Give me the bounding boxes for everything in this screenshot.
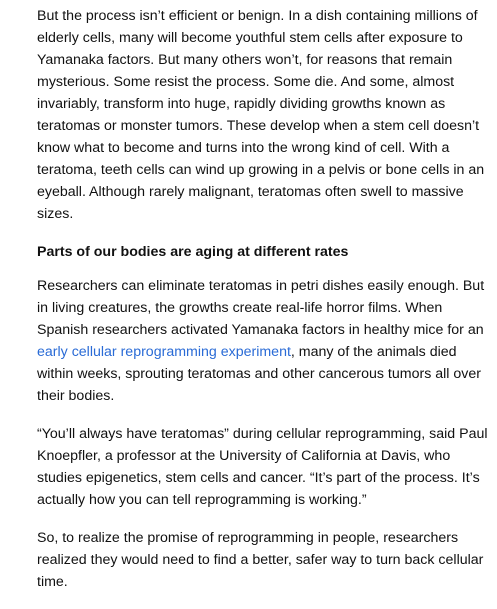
article-body <box>37 5 489 609</box>
section-heading: Parts of our bodies are aging at different rates <box>37 244 349 260</box>
paragraph-4: So, to realize the promise of reprogramming in people, researchers realized they would need to find a better, safer way to turn back cellular time. <box>37 530 484 590</box>
paragraph-2 <box>37 275 489 407</box>
paragraph-1: But the process isn’t efficient or benign. In a dish containing millions of elderly cells, many will become youthful stem cells after exposure to Yamanaka factors. But many others won’t, for reasons that remain mysterious. Some resist the process. Some die. And some, almost invariably, transform into huge, rapidly dividing growths known as teratomas or monster tumors. These develop when a stem cell doesn’t know what to become and turns into the wrong kind of cell. With a teratoma, teeth cells can wind up growing in a pelvis or bone cells in an eyeball. Although rarely malignant, teratomas often swell to massive sizes. <box>37 8 485 222</box>
paragraph-3: “You’ll always have teratomas” during cellular reprogramming, said Paul Knoepfler, a professor at the University of California at Davis, who studies epigenetics, stem cells and cancer. “It’s part of the process. It’s actually how you can tell reprogramming is working.” <box>37 426 488 508</box>
early-cellular-reprogramming-experiment-link[interactable]: early cellular reprogramming experiment <box>37 344 291 360</box>
paragraph-2-text-after-link: , many of the animals died within weeks, sprouting teratomas and other cancerous tumors all over their bodies. <box>37 344 481 404</box>
paragraph-2-text-before-link: Researchers can eliminate teratomas in petri dishes easily enough. But in living creatures, the growths create real-life horror films. When Spanish researchers activated Yamanaka factors in healthy mice for an <box>37 278 485 338</box>
